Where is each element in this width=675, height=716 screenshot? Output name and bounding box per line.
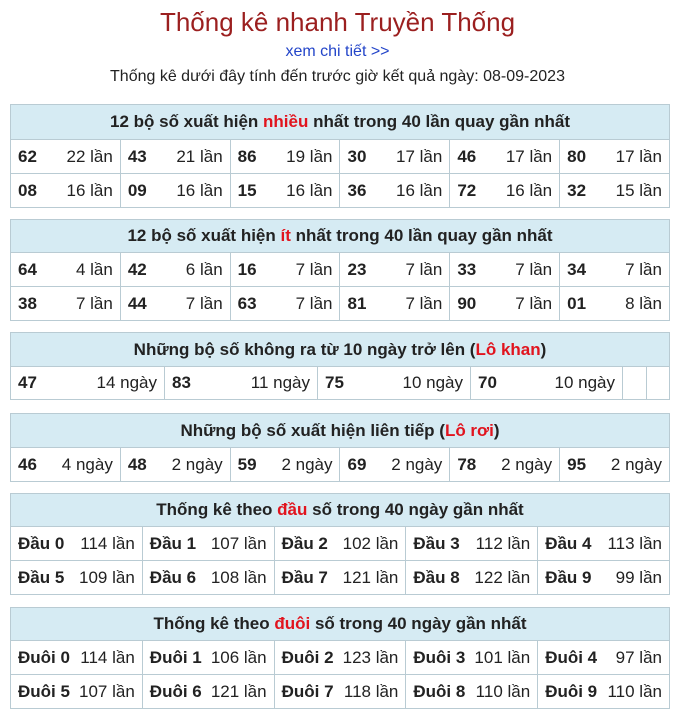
stat-number: 32: [567, 180, 587, 200]
stat-count: 121 lần: [210, 681, 267, 701]
stat-count: 7 lần: [625, 259, 662, 279]
title-text: Thống kê theo: [156, 500, 278, 519]
stat-row: [11, 527, 669, 560]
stat-number: 95: [567, 454, 587, 474]
stat-count: 17 lần: [505, 146, 553, 166]
stat-cell: [559, 448, 669, 481]
stat-count: 110 lần: [475, 681, 531, 701]
section-title: [11, 494, 669, 527]
title-text: số trong 40 ngày gần nhất: [310, 614, 527, 633]
stat-number: 83: [172, 373, 191, 392]
stat-number: 34: [567, 259, 587, 279]
stat-cell: [274, 675, 406, 708]
stat-count: 7 lần: [295, 293, 333, 313]
lo-khan-row: [11, 367, 669, 399]
stat-cell: [274, 641, 406, 674]
stat-count: 108 lần: [210, 567, 267, 587]
stat-cell: [537, 561, 669, 594]
stat-number: 48: [127, 454, 147, 474]
least-frequent-section: [10, 219, 670, 321]
stat-number: Đầu 2: [281, 533, 328, 553]
title-highlight: nhiều: [263, 112, 309, 131]
stat-cell: [120, 140, 230, 173]
title-highlight: ít: [280, 226, 291, 245]
stat-cell: [537, 641, 669, 674]
stat-cell: [405, 675, 537, 708]
stat-count: 21 lần: [176, 146, 223, 166]
stat-number: Đuôi 4: [545, 647, 598, 667]
stat-count: 16 lần: [176, 180, 223, 200]
title-text: ): [493, 421, 500, 440]
stat-cell: [274, 527, 406, 560]
stat-number: 30: [347, 146, 367, 166]
stat-count: 10 ngày: [402, 373, 463, 392]
stat-cell: [142, 561, 274, 594]
title-highlight: đuôi: [274, 614, 311, 633]
stat-cell: [11, 675, 142, 708]
stat-count: 11 ngày: [250, 373, 310, 392]
stat-number: 16: [237, 259, 257, 279]
stat-number: 78: [457, 454, 477, 474]
stat-cell: [339, 140, 449, 173]
stat-cell: [537, 527, 669, 560]
stat-number: 69: [347, 454, 367, 474]
stat-cell: [11, 527, 142, 560]
stat-number: Đuôi 8: [413, 681, 466, 701]
stat-number: Đuôi 5: [18, 681, 70, 701]
stat-number: 80: [567, 146, 587, 166]
stat-count: 2 ngày: [501, 454, 553, 474]
stat-cell: [11, 561, 142, 594]
view-details-link[interactable]: xem chi tiết >>: [285, 43, 390, 60]
stat-cell: [230, 448, 340, 481]
stat-number: 70: [478, 373, 497, 392]
most-frequent-section: [10, 104, 670, 208]
title-highlight: Lô khan: [475, 340, 541, 359]
title-text: 12 bộ số xuất hiện: [127, 226, 281, 245]
stat-row: [11, 286, 669, 320]
stat-cell: [230, 253, 340, 286]
stat-count: 19 lần: [286, 146, 333, 166]
stat-count: 110 lần: [607, 681, 662, 701]
stat-number: Đầu 8: [413, 567, 460, 587]
stat-count: 17 lần: [395, 146, 443, 166]
stat-count: 101 lần: [474, 647, 531, 667]
stat-number: 08: [18, 180, 37, 200]
stat-cell: [11, 367, 164, 399]
section-title: [11, 220, 669, 253]
stat-cell: [230, 140, 340, 173]
stat-number: Đuôi 0: [18, 647, 70, 667]
stat-number: 36: [347, 180, 367, 200]
stat-cell: [11, 140, 120, 173]
stat-cell: [339, 448, 449, 481]
stat-number: Đuôi 2: [281, 647, 334, 667]
stat-row: [11, 140, 669, 173]
stat-number: 72: [457, 180, 477, 200]
stat-cell: [559, 287, 669, 320]
stat-number: 23: [347, 259, 367, 279]
stat-row: [11, 560, 669, 594]
title-text: Những bộ số không ra từ 10 ngày trở lên (: [133, 340, 476, 359]
title-text: ): [540, 340, 547, 359]
page-title: Thống kê nhanh Truyền Thống: [159, 7, 516, 37]
title-text: 12 bộ số xuất hiện: [109, 112, 264, 131]
stat-cell: [142, 675, 274, 708]
stat-row: [11, 173, 669, 207]
stat-cell: [339, 253, 449, 286]
stat-cell: [142, 527, 274, 560]
stat-cell: [449, 448, 559, 481]
stat-cell: [164, 367, 317, 399]
duoi-section: [10, 607, 670, 709]
empty-cell: [646, 367, 669, 399]
stat-cell: [230, 287, 340, 320]
stat-count: 7 lần: [515, 259, 553, 279]
title-text: nhất trong 40 lần quay gần nhất: [290, 226, 553, 245]
empty-cell: [622, 367, 646, 399]
stat-count: 7 lần: [405, 259, 443, 279]
stat-cell: [405, 561, 537, 594]
stat-cell: [559, 174, 669, 207]
stat-count: 113 lần: [607, 533, 662, 553]
stat-cell: [120, 253, 230, 286]
title-text: Những bộ số xuất hiện liên tiếp (: [180, 421, 445, 440]
title-highlight: đầu: [277, 500, 308, 519]
stat-number: 75: [325, 373, 344, 392]
stat-count: 109 lần: [79, 567, 135, 587]
title-highlight: Lô rơi: [444, 421, 494, 440]
stat-count: 2 ngày: [171, 454, 223, 474]
stat-count: 2 ngày: [391, 454, 443, 474]
stat-cell: [11, 448, 120, 481]
stat-row: [11, 641, 669, 674]
stat-number: 33: [457, 259, 477, 279]
stat-cell: [274, 561, 406, 594]
stat-cell: [339, 287, 449, 320]
stat-number: 42: [127, 259, 147, 279]
stat-row: [11, 674, 669, 708]
stat-cell: [11, 641, 142, 674]
stat-number: Đuôi 9: [545, 681, 598, 701]
least-frequent-grid: [11, 253, 669, 320]
stat-count: 16 lần: [505, 180, 553, 200]
stat-cell: [449, 174, 559, 207]
stat-row: [11, 448, 669, 481]
stat-count: 114 lần: [80, 533, 135, 553]
stat-number: 15: [237, 180, 257, 200]
stat-number: 09: [127, 180, 147, 200]
stat-count: 14 ngày: [96, 373, 157, 392]
stat-cell: [120, 174, 230, 207]
stat-number: 43: [127, 146, 147, 166]
stat-cell: [120, 448, 230, 481]
stat-number: Đầu 7: [281, 567, 328, 587]
stat-number: 46: [457, 146, 477, 166]
stat-cell: [559, 140, 669, 173]
stat-count: 6 lần: [185, 259, 223, 279]
title-text: nhất trong 40 lần quay gần nhất: [308, 112, 571, 131]
stat-row: [11, 253, 669, 286]
stat-cell: [11, 174, 120, 207]
stat-count: 4 lần: [75, 259, 113, 279]
page-subtitle: Thống kê dưới đây tính đến trước giờ kết quả ngày: 08-09-2023: [110, 68, 565, 85]
stat-number: 47: [18, 373, 37, 392]
stat-count: 97 lần: [615, 647, 662, 667]
stat-count: 7 lần: [75, 293, 113, 313]
stat-number: 38: [18, 293, 37, 313]
stat-count: 8 lần: [625, 293, 662, 313]
stat-count: 16 lần: [66, 180, 113, 200]
stat-count: 16 lần: [395, 180, 443, 200]
dau-grid: [11, 527, 669, 594]
stat-cell: [142, 641, 274, 674]
stat-number: Đầu 6: [149, 567, 197, 587]
stat-number: Đầu 3: [413, 533, 460, 553]
stat-number: 81: [347, 293, 367, 313]
stat-count: 121 lần: [342, 567, 399, 587]
stat-count: 10 ngày: [554, 373, 615, 392]
stat-count: 2 ngày: [610, 454, 662, 474]
stat-number: Đầu 9: [545, 567, 592, 587]
stat-cell: [339, 174, 449, 207]
stat-number: 64: [18, 259, 37, 279]
page-header: [0, 0, 675, 87]
stat-number: 44: [127, 293, 147, 313]
stat-count: 2 ngày: [281, 454, 333, 474]
stat-number: 86: [237, 146, 257, 166]
stat-count: 106 lần: [210, 647, 267, 667]
stat-cell: [230, 174, 340, 207]
stat-number: Đuôi 7: [281, 681, 334, 701]
stat-number: 90: [457, 293, 477, 313]
stat-count: 99 lần: [615, 567, 662, 587]
stat-count: 112 lần: [475, 533, 531, 553]
stat-count: 7 lần: [515, 293, 553, 313]
most-frequent-grid: [11, 140, 669, 207]
stat-cell: [537, 675, 669, 708]
stat-number: Đầu 4: [545, 533, 592, 553]
stat-cell: [449, 253, 559, 286]
dau-section: [10, 493, 670, 595]
stat-count: 22 lần: [66, 146, 113, 166]
stat-cell: [120, 287, 230, 320]
stat-count: 122 lần: [474, 567, 531, 587]
stat-count: 102 lần: [342, 533, 399, 553]
stat-count: 118 lần: [343, 681, 399, 701]
section-title: [11, 105, 669, 140]
stat-number: Đầu 0: [18, 533, 65, 553]
stat-number: Đầu 1: [149, 533, 197, 553]
stat-count: 7 lần: [295, 259, 333, 279]
stat-number: Đuôi 3: [413, 647, 466, 667]
lo-roi-grid: [11, 448, 669, 481]
stat-cell: [470, 367, 622, 399]
stat-cell: [449, 287, 559, 320]
stat-number: Đuôi 1: [149, 647, 202, 667]
section-title: [11, 333, 669, 367]
stat-count: 123 lần: [342, 647, 399, 667]
lo-khan-section: [10, 332, 670, 400]
stat-count: 114 lần: [80, 647, 135, 667]
stat-count: 107 lần: [79, 681, 135, 701]
stat-number: 63: [237, 293, 257, 313]
stat-cell: [405, 641, 537, 674]
stat-count: 7 lần: [405, 293, 443, 313]
stat-count: 7 lần: [185, 293, 223, 313]
stat-number: Đuôi 6: [149, 681, 202, 701]
stat-cell: [11, 287, 120, 320]
stat-count: 107 lần: [210, 533, 267, 553]
stat-cell: [317, 367, 470, 399]
title-text: số trong 40 ngày gần nhất: [307, 500, 524, 519]
section-title: [11, 608, 669, 641]
section-title: [11, 414, 669, 448]
stat-count: 4 ngày: [61, 454, 113, 474]
stat-count: 16 lần: [286, 180, 333, 200]
stat-cell: [559, 253, 669, 286]
stat-number: Đầu 5: [18, 567, 65, 587]
stat-count: 17 lần: [615, 146, 662, 166]
stat-count: 15 lần: [615, 180, 662, 200]
duoi-grid: [11, 641, 669, 708]
title-text: Thống kê theo: [153, 614, 275, 633]
stat-cell: [449, 140, 559, 173]
lo-roi-section: [10, 413, 670, 482]
stat-cell: [405, 527, 537, 560]
stat-number: 01: [567, 293, 587, 313]
stat-cell: [11, 253, 120, 286]
stat-number: 62: [18, 146, 37, 166]
stat-number: 59: [237, 454, 257, 474]
stat-number: 46: [18, 454, 37, 474]
